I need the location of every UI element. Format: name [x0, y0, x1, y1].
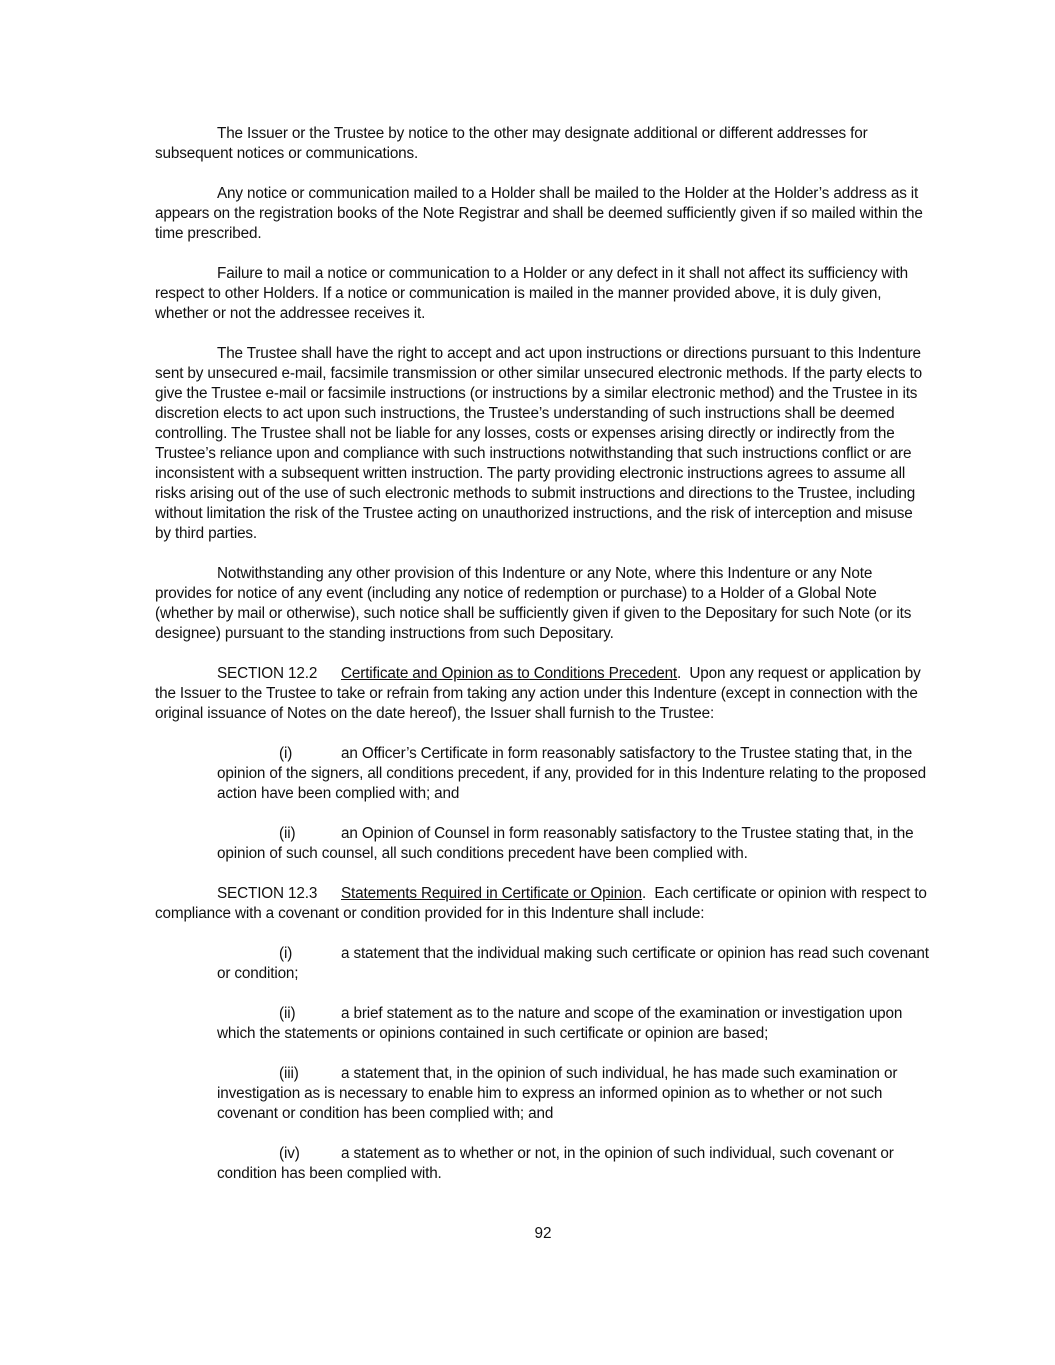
item-text: a statement that, in the opinion of such individual, he has made such examination or investigation as is necessary to enable him to express an informed opinion as to whether or not such covenant or condition has been complied with; and [217, 1065, 898, 1122]
paragraph-designate-addresses: The Issuer or the Trustee by notice to the other may designate additional or different addresses for subsequent notices or communications. [155, 125, 868, 162]
paragraph-failure-to-mail: Failure to mail a notice or communication to a Holder or any defect in it shall not affect its sufficiency with respect to other Holders. If a notice or communication is mailed in the manner provided above, it is duly given, whether or not the addressee receives it. [155, 265, 909, 322]
section-12-3-item [217, 1064, 930, 1124]
section-12-2-item [217, 824, 930, 864]
section-12-3-item [217, 1144, 930, 1184]
page-number: 92 [534, 1225, 552, 1242]
section-12-3-number: SECTION 12.3 [217, 885, 318, 902]
item-text: a statement as to whether or not, in the opinion of such individual, such covenant or condition has been complied with. [217, 1145, 894, 1182]
section-12-2-body: Upon any request or application by the Issuer to the Trustee to take or refrain from taking any action under this Indenture (except in connection with the original issuance of Notes on the date hereof), the Issuer shall furnish to the Trustee: [155, 665, 921, 722]
section-12-3-heading: Statements Required in Certificate or Opinion [341, 885, 643, 902]
item-number: (i) [279, 945, 293, 962]
section-12-3-item [217, 1004, 930, 1044]
item-text: a statement that the individual making such certificate or opinion has read such covenant or condition; [217, 945, 929, 982]
item-number: (iv) [279, 1145, 300, 1162]
section-12-2-number: SECTION 12.2 [217, 665, 318, 682]
section-12-3-heading-period: . [642, 885, 647, 902]
item-text: an Opinion of Counsel in form reasonably satisfactory to the Trustee stating that, in the opinion of such counsel, all such conditions precedent have been complied with. [217, 825, 914, 862]
paragraph-notice-to-holder: Any notice or communication mailed to a Holder shall be mailed to the Holder at the Holder’s address as it appears on the registration books of the Note Registrar and shall be deemed sufficiently given if so mailed within the time prescribed. [155, 185, 923, 242]
item-number: (ii) [279, 825, 296, 842]
item-number: (ii) [279, 1005, 296, 1022]
item-text: an Officer’s Certificate in form reasonably satisfactory to the Trustee stating that, in the opinion of the signers, all conditions precedent, if any, provided for in this Indenture relating to the proposed action have been complied with; and [217, 745, 926, 802]
section-12-3-item [217, 944, 930, 984]
item-text: a brief statement as to the nature and scope of the examination or investigation upon which the statements or opinions contained in such certificate or opinion are based; [217, 1005, 903, 1042]
section-12-2 [155, 664, 930, 724]
item-number: (i) [279, 745, 293, 762]
paragraph-global-note-notice: Notwithstanding any other provision of this Indenture or any Note, where this Indenture or any Note provides for notice of any event (including any notice of redemption or purchase) to a Holder of a Global Note (whether by mail or otherwise), such notice shall be sufficiently given if given to the Depositary for such Note (or its designee) pursuant to the standing instructions from such Depositary. [155, 565, 912, 642]
section-12-2-item [217, 744, 930, 804]
section-12-2-heading-period: . [677, 665, 682, 682]
section-12-3-body: Each certificate or opinion with respect to compliance with a covenant or condition provided for in this Indenture shall include: [155, 885, 927, 922]
document-page [155, 124, 930, 1204]
item-number: (iii) [279, 1065, 299, 1082]
paragraph-electronic-instructions: The Trustee shall have the right to accept and act upon instructions or directions pursuant to this Indenture sent by unsecured e-mail, facsimile transmission or other similar unsecured electronic methods. If the party elects to give the Trustee e-mail or facsimile instructions (or instructions by a similar electronic method) and the Trustee in its discretion elects to act upon such instructions, the Trustee’s understanding of such instructions shall be deemed controlling. The Trustee shall not be liable for any losses, costs or expenses arising directly or indirectly from the Trustee’s reliance upon and compliance with such instructions notwithstanding that such instructions conflict or are inconsistent with a subsequent written instruction. The party providing electronic instructions agrees to assume all risks arising out of the use of such electronic methods to submit instructions and directions to the Trustee, including without limitation the risk of the Trustee acting on unauthorized instructions, and the risk of interception and misuse by third parties. [155, 345, 923, 542]
section-12-3 [155, 884, 930, 924]
section-12-2-heading: Certificate and Opinion as to Conditions Precedent [341, 665, 678, 682]
